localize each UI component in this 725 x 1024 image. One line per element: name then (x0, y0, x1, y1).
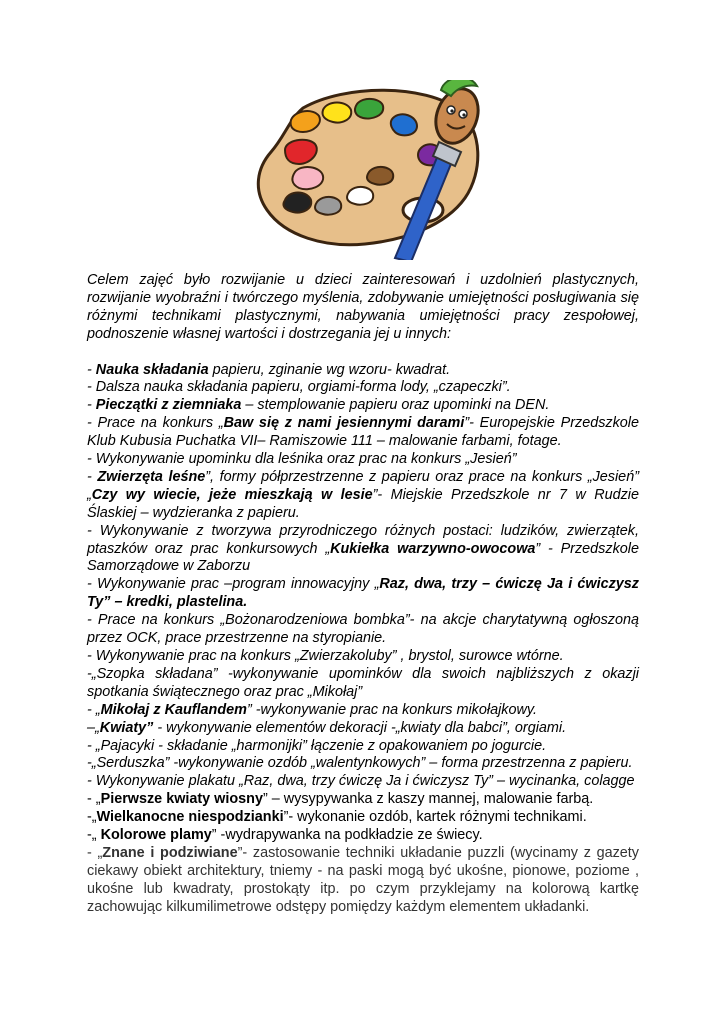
paint-palette-with-brush-icon (245, 80, 485, 260)
list-item: -„Szopka składana” -wykonywanie upominków dla swoich najbliższych z okazji spotkania świątecznego oraz prac „Mikołaj” (87, 665, 639, 700)
list-item: -„ Kolorowe plamy” -wydrapywanka na podkładzie ze świecy. (87, 827, 483, 844)
list-item: - Zwierzęta leśne”, formy półprzestrzenne z papieru oraz prace na konkurs „Jesień” „Czy wy wiecie, jeże mieszkają w lesie”- Miejskie Przedszkole nr 7 w Rudzie Ślaskiej – wydzieranka z papieru. (87, 468, 639, 521)
list-item: - Wykonywanie prac na konkurs „Zwierzakoluby” , brystol, surowce wtórne. (87, 648, 564, 665)
list-item: –„Kwiaty” - wykonywanie elementów dekoracji -„kwiaty dla babci”, orgiami. (87, 719, 567, 736)
list-item: -„Wielkanocne niespodzianki”- wykonanie ozdób, kartek różnymi technikami. (87, 809, 587, 826)
list-item: -„Serduszka” -wykonywanie ozdób „walentynkowych” – forma przestrzenna z papieru. (87, 755, 633, 772)
list-item: - Pieczątki z ziemniaka – stemplowanie papieru oraz upominki na DEN. (87, 397, 550, 414)
intro-paragraph: Celem zajęć było rozwijanie u dzieci zainteresowań i uzdolnień plastycznych, rozwijanie wyobraźni i twórczego myślenia, zdobywanie umiejętności posługiwania się różnymi technikami plastycznymi, nabywania umiejętności pracy zespołowej, podnoszenie własnej wartości i dostrzegania jej u innych: (87, 272, 639, 342)
list-item: - Wykonywanie upominku dla leśnika oraz prac na konkurs „Jesień” (87, 451, 517, 468)
list-item: - „Znane i podziwiane”- zastosowanie techniki układanie puzzli (wycinamy z gazety ciekawy obiekt architektury, tniemy - na paski mogą być ukośne, pionowe, poziome , ukośne lub kwadraty, prostokąty itp. po czym przyklejamy na kolorową kartkę zachowując kilkumilimetrowe odstępy pomiędzy każdym elementem układanki. (87, 844, 639, 915)
list-item: - Wykonywanie prac –program innowacyjny „Raz, dwa, trzy – ćwiczę Ja i ćwiczysz Ty” – kredki, plastelina. (87, 576, 639, 611)
list-item: - „Mikołaj z Kauflandem” -wykonywanie prac na konkurs mikołajkowy. (87, 701, 537, 718)
list-item: - Prace na konkurs „Baw się z nami jesiennymi darami”- Europejskie Przedszkole Klub Kubusia Puchatka VII– Ramiszowie 111 – malowanie farbami, fotage. (87, 415, 639, 450)
document-body (87, 272, 639, 917)
list-item: - Nauka składania papieru, zginanie wg wzoru- kwadrat. (87, 361, 451, 378)
list-item: - Dalsza nauka składania papieru, orgiami-forma lody, „czapeczki”. (87, 379, 511, 396)
list-item: - „Pajacyki - składanie „harmonijki” łączenie z opakowaniem po jogurcie. (87, 737, 547, 754)
list-item: - „Pierwsze kwiaty wiosny” – wysypywanka z kaszy mannej, malowanie farbą. (87, 791, 594, 808)
list-item: - Prace na konkurs „Bożonarodzeniowa bombka”- na akcje charytatywną ogłoszoną przez OCK, prace przestrzenne na styropianie. (87, 612, 639, 647)
list-item: - Wykonywanie plakatu „Raz, dwa, trzy ćwiczę Ja i ćwiczysz Ty” – wycinanka, colagge (87, 773, 635, 790)
list-item: - Wykonywanie z tworzywa przyrodniczego różnych postaci: ludzików, zwierzątek, ptaszków oraz prac konkursowych „Kukiełka warzywno-owocowa” - Przedszkole Samorządowe w Zaborzu (87, 522, 639, 575)
